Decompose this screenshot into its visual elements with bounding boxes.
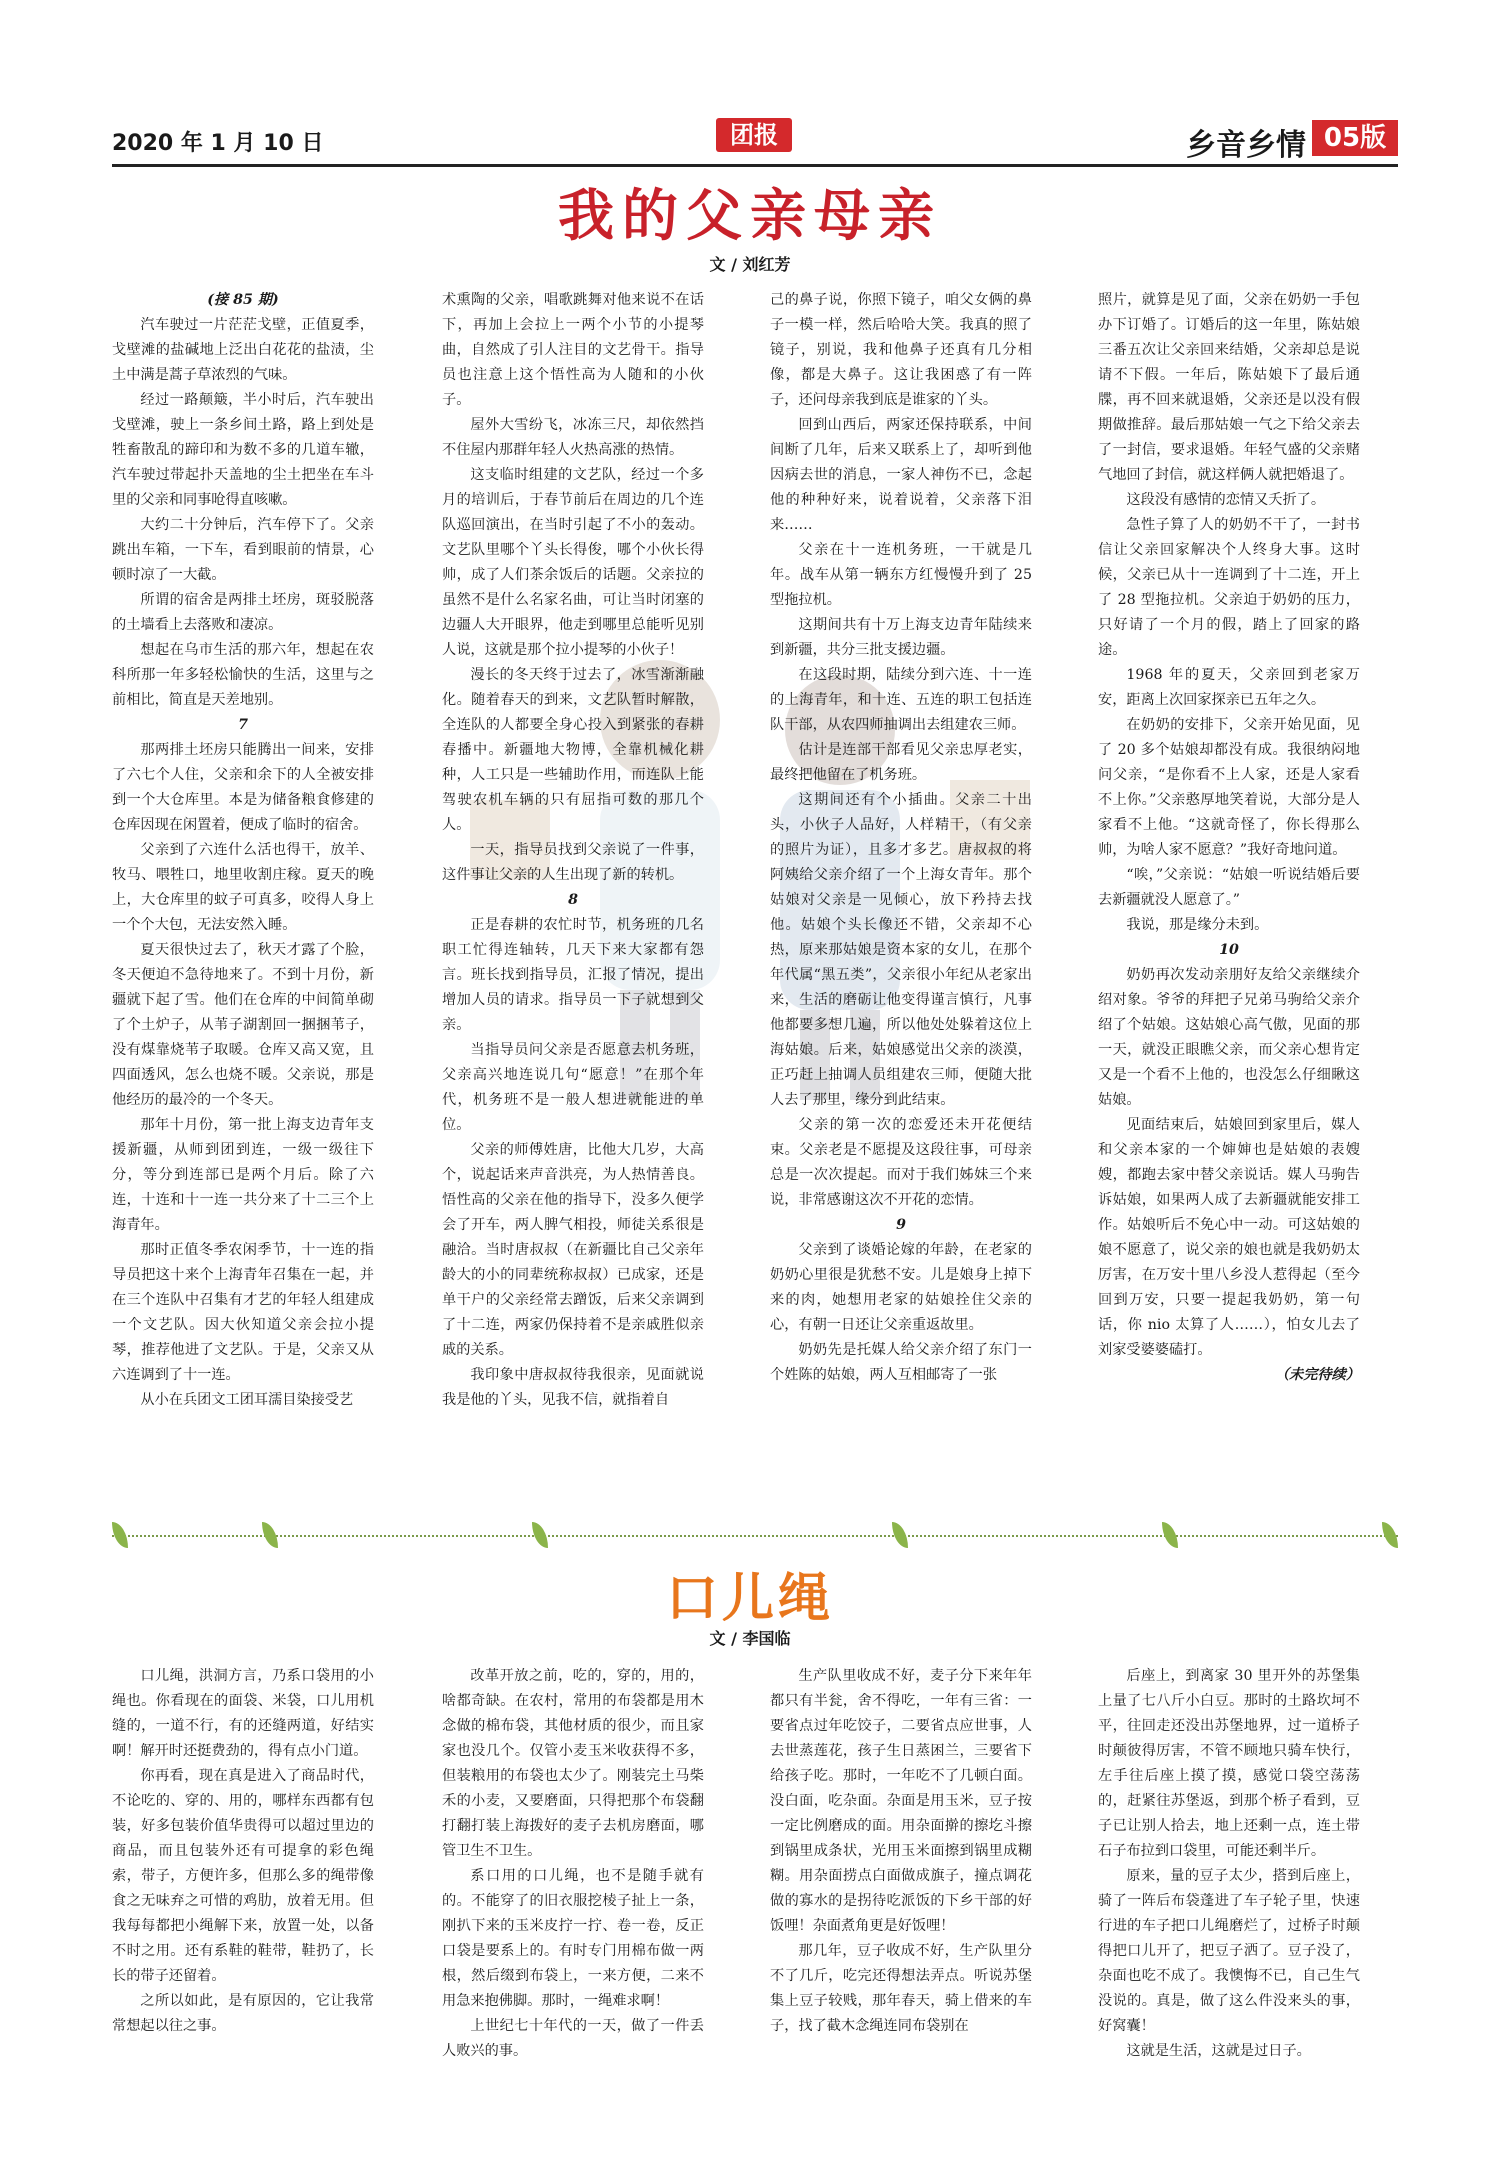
paragraph: 我印象中唐叔叔待我很亲，见面就说我是他的丫头，见我不信，就指着自	[442, 1367, 704, 1408]
article1-column-4	[1098, 288, 1360, 1488]
article2-column-2	[442, 1664, 704, 2094]
paragraph: 一天，指导员找到父亲说了一件事，这件事让父亲的人生出现了新的转机。	[442, 842, 704, 883]
paragraph: 在这段时期，陆续分到六连、十一连的上海青年，和十连、五连的职工包括连队干部，从农四师抽调出去组建农三师。	[770, 667, 1032, 733]
paragraph-continued: 术熏陶的父亲，唱歌跳舞对他来说不在话下，再加上会拉上一两个小节的小提琴曲，自然成了引人注目的文艺骨干。指导员也注意上这个悟性高为人随和的小伙子。	[442, 292, 704, 408]
paragraph: 口儿绳，洪洞方言，乃系口袋用的小绳也。你看现在的面袋、米袋，口儿用机缝的，一道不行，有的还缝两道，好结实啊！解开时还挺费劲的，得有点小门道。	[112, 1668, 374, 1759]
paragraph: 父亲到了谈婚论嫁的年龄，在老家的奶奶心里很是犹愁不安。儿是娘身上掉下来的肉，她想用老家的姑娘拴住父亲的心，有朝一日还让父亲重返故里。	[770, 1242, 1032, 1333]
paragraph-continued: 己的鼻子说，你照下镜子，咱父女俩的鼻子一模一样，然后哈哈大笑。我真的照了镜子，别说，我和他鼻子还真有几分相像，都是大鼻子。这让我困惑了有一阵子，还问母亲我到底是谁家的丫头。	[770, 292, 1032, 408]
paragraph: 1968 年的夏天，父亲回到老家万安，距离上次回家探亲已五年之久。	[1098, 667, 1360, 708]
header-rule	[112, 164, 1398, 167]
leaf-icon	[532, 1522, 548, 1548]
paragraph: 原来，量的豆子太少，搭到后座上，骑了一阵后布袋蓬进了车子轮子里，快速行进的车子把口儿绳磨烂了，过桥子时颠得把口儿开了，把豆子洒了。豆子没了，杂面也吃不成了。我懊悔不已，自己生气没说的。真是，做了这么件没来头的事，好窝囊！	[1098, 1868, 1360, 2034]
paragraph: 所谓的宿舍是两排土坯房，斑驳脱落的土墙看上去落败和凄凉。	[112, 592, 374, 633]
leaf-icon	[1162, 1522, 1178, 1548]
leaf-icon	[262, 1522, 278, 1548]
paragraph: 那年十月份，第一批上海支边青年支援新疆，从师到团到连，一级一级往下分，等分到连部已是两个月后。除了六连，十连和十一连一共分来了十二三个上海青年。	[112, 1117, 374, 1233]
paragraph: 这段没有感情的恋情又夭折了。	[1126, 492, 1326, 508]
paragraph: 见面结束后，姑娘回到家里后，媒人和父亲本家的一个婶婶也是姑娘的表嫂嫂，都跑去家中替父亲说话。媒人马驹告诉姑娘，如果两人成了去新疆就能安排工作。姑娘听后不免心中一动。可这姑娘的娘不愿意了，说父亲的娘也就是我奶奶太厉害，在万安十里八乡没人惹得起（至今回到万安，只要一提起我奶奶，第一句话，你 nio 太算了人……），怕女儿去了刘家受婆婆磕打。	[1098, 1117, 1360, 1358]
paragraph: 父亲到了六连什么活也得干，放羊、牧马、喂牲口，地里收割庄稼。夏天的晚上，大仓库里的蚊子可真多，咬得人身上一个个大包，无法安然入睡。	[112, 842, 374, 933]
paragraph: 想起在乌市生活的那六年，想起在农科所那一年多轻松愉快的生活，这里与之前相比，简直是天差地别。	[112, 642, 374, 708]
article1-column-1	[112, 288, 374, 1488]
leaf-icon	[1382, 1522, 1398, 1548]
article2-column-4	[1098, 1664, 1360, 2094]
paragraph: 你再看，现在真是进入了商品时代，不论吃的、穿的、用的，哪样东西都有包装，好多包装价值华贵得可以超过里边的商品，而且包装外还有可提拿的彩色绳索，带子，方便许多，但那么多的绳带像食之无味弃之可惜的鸡肋，放着无用。但我每每都把小绳解下来，放置一处，以备不时之用。还有系鞋的鞋带，鞋扔了，长长的带子还留着。	[112, 1768, 374, 1984]
paragraph: 奶奶先是托媒人给父亲介绍了东门一个姓陈的姑娘，两人互相邮寄了一张	[770, 1342, 1032, 1383]
paragraph: 大约二十分钟后，汽车停下了。父亲跳出车箱，一下车，看到眼前的情景，心顿时凉了一大截。	[112, 517, 374, 583]
issue-date: 2020 年 1 月 10 日	[112, 131, 324, 156]
paragraph: 当指导员问父亲是否愿意去机务班，父亲高兴地连说几句“愿意！”在那个年代，机务班不是一般人想进就能进的单位。	[442, 1042, 704, 1133]
paragraph: 这支临时组建的文艺队，经过一个多月的培训后，于春节前后在周边的几个连队巡回演出，在当时引起了不小的轰动。文艺队里哪个丫头长得俊，哪个小伙长得帅，成了人们茶余饭后的话题。父亲拉的虽然不是什么名家名曲，可让当时闭塞的边疆人大开眼界，他走到哪里总能听见别人说，这就是那个拉小提琴的小伙子！	[442, 467, 704, 658]
paragraph: 回到山西后，两家还保持联系，中间间断了几年，后来又联系上了，却听到他因病去世的消息，一家人神伤不已，念起他的种种好来，说着说着，父亲落下泪来……	[770, 417, 1032, 533]
paragraph: 这期间共有十万上海支边青年陆续来到新疆，共分三批支援边疆。	[770, 617, 1032, 658]
paragraph: 父亲的第一次的恋爱还未开花便结束。父亲老是不愿提及这段往事，可母亲总是一次次提起。而对于我们姊妹三个来说，非常感谢这次不开花的恋情。	[770, 1117, 1032, 1208]
article2-column-1	[112, 1664, 374, 2094]
leaf-icon	[112, 1522, 128, 1548]
paragraph: “唉，”父亲说：“姑娘一听说结婚后要去新疆就没人愿意了。”	[1098, 867, 1360, 908]
paragraph: 那几年，豆子收成不好，生产队里分不了几斤，吃完还得想法弄点。听说苏堡集上豆子较贱，那年春天，骑上借来的车子，找了截木念绳连同布袋别在	[770, 1943, 1032, 2034]
paragraph: 这就是生活，这就是过日子。	[1126, 2043, 1311, 2059]
paragraph: 我说，那是缘分未到。	[1126, 917, 1269, 933]
paragraph: 上世纪七十年代的一天，做了一件丢人败兴的事。	[442, 2018, 704, 2059]
article1-column-3	[770, 288, 1032, 1488]
paragraph: 急性子算了人的奶奶不干了，一封书信让父亲回家解决个人终身大事。这时候，父亲已从十一连调到了十二连，开上了 28 型拖拉机。父亲迫于奶奶的压力，只好请了一个月的假，踏上了回家的路途。	[1098, 517, 1360, 658]
paragraph: 那两排土坯房只能腾出一间来，安排了六七个人住，父亲和余下的人全被安排到一个大仓库里。本是为储备粮食修建的仓库因现在闲置着，便成了临时的宿舍。	[112, 742, 374, 833]
paragraph: 父亲在十一连机务班，一干就是几年。战车从第一辆东方红慢慢升到了 25 型拖拉机。	[770, 542, 1032, 608]
paragraph: 夏天很快过去了，秋天才露了个脸，冬天便迫不急待地来了。不到十月份，新疆就下起了雪。他们在仓库的中间简单砌了个土炉子，从苇子湖割回一捆捆苇子，没有煤靠烧苇子取暖。仓库又高又宽，且四面透风，怎么也烧不暖。父亲说，那是他经历的最冷的一个冬天。	[112, 942, 374, 1108]
paragraph: 汽车驶过一片茫茫戈壁，正值夏季，戈壁滩的盐碱地上泛出白花花的盐渍，尘土中满是蒿子草浓烈的气味。	[112, 317, 374, 383]
paragraph: 漫长的冬天终于过去了，冰雪渐渐融化。随着春天的到来，文艺队暂时解散，全连队的人都要全身心投入到紧张的春耕春播中。新疆地大物博，全靠机械化耕种，人工只是一些辅助作用，而连队上能驾驶农机车辆的只有屈指可数的那几个人。	[442, 667, 704, 833]
article2-title: 口儿绳	[665, 1569, 834, 1629]
article2-author: 文 / 李国临	[709, 1629, 791, 1648]
section-number: 9	[896, 1217, 906, 1233]
to-be-continued-note: （未完待续）	[1274, 1367, 1360, 1383]
paragraph: 估计是连部干部看见父亲忠厚老实，最终把他留在了机务班。	[770, 742, 1032, 783]
paragraph: 在奶奶的安排下，父亲开始见面，见了 20 多个姑娘却都没有成。我很纳闷地问父亲，“是你看不上人家，还是人家看不上你。”父亲憨厚地笑着说，大部分是人家看不上他。“这就奇怪了，你长得那么帅，为啥人家不愿意？”我好奇地问道。	[1098, 717, 1360, 858]
paragraph: 正是春耕的农忙时节，机务班的几名职工忙得连轴转，几天下来大家都有怨言。班长找到指导员，汇报了情况，提出增加人员的请求。指导员一下子就想到父亲。	[442, 917, 704, 1033]
section-divider	[112, 1520, 1398, 1550]
paragraph: 后座上，到离家 30 里开外的苏堡集上量了七八斤小白豆。那时的土路坎坷不平，往回走还没出苏堡地界，过一道桥子时颠彼得厉害，不管不顾地只骑车快行，左手往后座上摸了摸，感觉口袋空荡荡的，赶紧往苏堡返，到那个桥子看到，豆子已让别人拾去，地上还剩一点，连土带石子布拉到口袋里，可能还剩半斤。	[1098, 1668, 1360, 1859]
section-number: (接 85 期)	[207, 292, 279, 308]
leaf-icon	[892, 1522, 908, 1548]
section-number: 7	[238, 717, 248, 733]
paragraph: 生产队里收成不好，麦子分下来年年都只有半瓮，舍不得吃，一年有三省：一要省点过年吃饺子，二要省点应世事，人去世蒸莲花，孩子生日蒸困兰，三要省下给孩子吃。那时，一年吃不了几顿白面。没白面，吃杂面。杂面是用玉米，豆子按一定比例磨成的面。用杂面擀的擦圪斗擦到锅里成条状，光用玉米面擦到锅里成糊糊。用杂面捞点白面做成旗子，撞点调花做的寡水的是拐待吃派饭的下乡干部的好饭哩！杂面煮角更是好饭哩！	[770, 1668, 1032, 1934]
article1-title: 我的父亲母亲	[558, 184, 942, 249]
article2-column-3	[770, 1664, 1032, 2094]
section-number: 8	[568, 892, 578, 908]
paragraph: 那时正值冬季农闲季节，十一连的指导员把这十来个上海青年召集在一起，并在三个连队中召集有才艺的年轻人组建成一个文艺队。因大伙知道父亲会拉小提琴，推荐他进了文艺队。于是，父亲又从六连调到了十一连。	[112, 1242, 374, 1383]
paragraph: 改革开放之前，吃的，穿的，用的，啥都奇缺。在农村，常用的布袋都是用木念做的棉布袋，其他材质的很少，而且家家也没几个。仅管小麦玉米收获得不多，但装粮用的布袋也太少了。刚装完土马柴禾的小麦，又要磨面，只得把那个布袋翻打翻打装上海拨好的麦子去机房磨面，哪管卫生不卫生。	[442, 1668, 704, 1859]
paragraph-continued: 照片，就算是见了面，父亲在奶奶一手包办下订婚了。订婚后的这一年里，陈姑娘三番五次让父亲回来结婚，父亲却总是说请不下假。一年后，陈姑娘下了最后通牒，再不回来就退婚，父亲还是以没有假期做推辞。最后那姑娘一气之下给父亲去了一封信，要求退婚。年轻气盛的父亲赌气地回了封信，就这样俩人就把婚退了。	[1098, 292, 1360, 483]
paragraph: 经过一路颠簸，半小时后，汽车驶出戈壁滩，驶上一条乡间土路，路上到处是牲畜散乱的蹄印和为数不多的几道车辙，汽车驶过带起扑天盖地的尘土把坐在车斗里的父亲和同事呛得直咳嗽。	[112, 392, 374, 508]
section-name: 乡音乡情	[1186, 128, 1306, 163]
page-header	[112, 118, 1398, 163]
article1-author: 文 / 刘红芳	[709, 255, 791, 274]
section-number: 10	[1219, 942, 1239, 958]
paragraph: 父亲的师傅姓唐，比他大几岁，大高个，说起话来声音洪亮，为人热情善良。悟性高的父亲在他的指导下，没多久便学会了开车，两人脾气相投，师徒关系很是融洽。当时唐叔叔（在新疆比自己父亲年龄大的小的同辈统称叔叔）已成家，还是单干户的父亲经常去蹭饭，后来父亲调到了十二连，两家仍保持着不是亲戚胜似亲戚的关系。	[442, 1142, 704, 1358]
paragraph: 系口用的口儿绳，也不是随手就有的。不能穿了的旧衣服挖棱子扯上一条，刚扒下来的玉米皮拧一拧、卷一卷，反正口袋是要系上的。有时专门用棉布做一两根，然后缀到布袋上，一来方便，二来不用急来抱佛脚。那时，一绳难求啊！	[442, 1868, 704, 2009]
paragraph: 之所以如此，是有原因的，它让我常常想起以往之事。	[112, 1993, 374, 2034]
divider-dotted-line	[112, 1535, 1398, 1537]
paragraph: 从小在兵团文工团耳濡目染接受艺	[140, 1392, 354, 1408]
page-number-badge: 05版	[1312, 120, 1398, 156]
paragraph: 奶奶再次发动亲朋好友给父亲继续介绍对象。爷爷的拜把子兄弟马驹给父亲介绍了个姑娘。这姑娘心高气傲，见面的那一天，就没正眼瞧父亲，而父亲心想肯定又是一个看不上他的，也没怎么仔细瞅这姑娘。	[1098, 967, 1360, 1108]
paragraph: 屋外大雪纷飞，冰冻三尺，却依然挡不住屋内那群年轻人火热高涨的热情。	[442, 417, 704, 458]
newspaper-logo: 团报	[716, 118, 792, 152]
article1-column-2	[442, 288, 704, 1488]
paragraph: 这期间还有个小插曲。父亲二十出头，小伙子人品好，人样精干，（有父亲的照片为证），且多才多艺。唐叔叔的将阿姨给父亲介绍了一个上海女青年。那个姑娘对父亲是一见倾心，放下矜持去找他。姑娘个头长像还不错，父亲却不心热，原来那姑娘是资本家的女儿，在那个年代属“黑五类”，父亲很小年纪从老家出来，生活的磨砺让他变得谨言慎行，凡事他都要多想几遍，所以他处处躲着这位上海姑娘。后来，姑娘感觉出父亲的淡漠，正巧赶上抽调人员组建农三师，便随大批人去了那里，缘分到此结束。	[770, 792, 1032, 1108]
